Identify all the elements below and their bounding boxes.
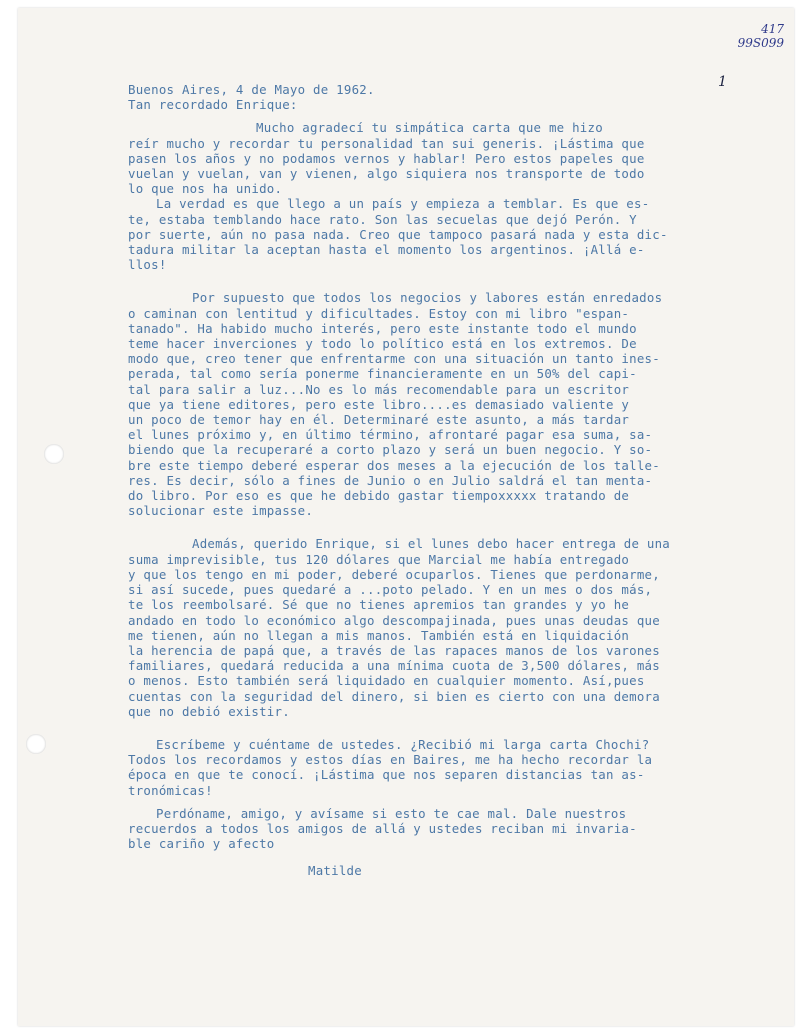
paragraph-line: te los reembolsaré. Sé que no tienes apremios tan grandes y yo he xyxy=(128,597,630,613)
paragraph-line: recuerdos a todos los amigos de allá y ustedes reciban mi invaria- xyxy=(128,820,637,836)
archive-code xyxy=(738,22,784,50)
paragraph-line: cuentas con la seguridad del dinero, si bien es cierto con una demora xyxy=(128,688,660,704)
paragraph-line: biendo que la recuperaré a corto plazo y será un buen negocio. Y so- xyxy=(128,442,653,458)
paragraph-line: suma imprevisible, tus 120 dólares que Marcial me había entregado xyxy=(128,551,630,567)
paragraph-line: que no debió existir. xyxy=(128,703,290,719)
archive-code-line2: 99S099 xyxy=(737,36,784,50)
paragraph-line: do libro. Por eso es que he debido gastar tiempoxxxxx tratando de xyxy=(128,488,630,504)
paragraph-line: o menos. Esto también será liquidado en cualquier momento. Así,pues xyxy=(128,673,645,689)
punch-hole-upper xyxy=(44,444,64,464)
paragraph-line: teme hacer inverciones y todo lo político está en los extremos. De xyxy=(128,336,637,352)
paragraph-line: Mucho agradecí tu simpática carta que me hizo xyxy=(256,120,603,136)
paragraph-line: si así sucede, pues quedaré a ...poto pelado. Y en un mes o dos más, xyxy=(128,582,653,598)
paragraph-line: lo que nos ha unido. xyxy=(128,181,283,197)
paragraph-line: pasen los años y no podamos vernos y hablar! Pero estos papeles que xyxy=(128,150,645,166)
paragraph-line: que ya tiene editores, pero este libro....es demasiado valiente y xyxy=(128,396,630,412)
paragraph-line: Escríbeme y cuéntame de ustedes. ¿Recibió mi larga carta Chochi? xyxy=(156,736,650,752)
archive-code-line1: 417 xyxy=(761,22,784,36)
paragraph-line: época en que te conocí. ¡Lástima que nos separen distancias tan as- xyxy=(128,767,645,783)
letter-page xyxy=(18,8,794,1026)
paragraph-4 xyxy=(128,536,768,718)
paragraph-5 xyxy=(128,737,768,798)
paragraph-line: te, estaba temblando hace rato. Son las secuelas que dejó Perón. Y xyxy=(128,211,637,227)
paragraph-line: res. Es decir, sólo a fines de Junio o en Julio saldrá el tan menta- xyxy=(128,472,653,488)
paragraph-line: y que los tengo en mi poder, deberé ocuparlos. Tienes que perdonarme, xyxy=(128,566,660,582)
paragraph-line: Perdóname, amigo, y avísame si esto te cae mal. Dale nuestros xyxy=(156,805,627,821)
paragraph-line: tanado". Ha habido mucho interés, pero este instante todo el mundo xyxy=(128,320,637,336)
paragraph-line: perada, tal como sería ponerme financieramente en un 50% del capi- xyxy=(128,366,637,382)
paragraph-line: me tienen, aún no llegan a mis manos. También está en liquidación xyxy=(128,627,630,643)
paragraph-line: andado en todo lo económico algo descompajinada, pues unas deudas que xyxy=(128,612,660,628)
paragraph-line: vuelan y vuelan, van y vienen, algo siquiera nos transporte de todo xyxy=(128,166,645,182)
signature: Matilde xyxy=(308,863,362,879)
paragraph-line: por suerte, aún no pasa nada. Creo que tampoco pasará nada y esta dic- xyxy=(128,226,668,242)
paragraph-line: tal para salir a luz...No es lo más recomendable para un escritor xyxy=(128,381,630,397)
paragraph-6 xyxy=(128,806,768,852)
paragraph-line: modo que, creo tener que enfrentarme con una situación un tanto ines- xyxy=(128,351,660,367)
paragraph-line: el lunes próximo y, en último término, afrontaré pagar esa suma, sa- xyxy=(128,427,653,443)
paragraph-line: familiares, quedará reducida a una mínima cuota de 3,500 dólares, más xyxy=(128,658,660,674)
paragraph-line: Por supuesto que todos los negocios y labores están enredados xyxy=(192,290,663,306)
paragraph-1 xyxy=(128,120,768,196)
paragraph-line: La verdad es que llego a un país y empieza a temblar. Es que es- xyxy=(156,196,650,212)
paragraph-line: la herencia de papá que, a través de las rapaces manos de los varones xyxy=(128,642,660,658)
punch-hole-lower xyxy=(26,734,46,754)
paragraph-3 xyxy=(128,290,768,518)
salutation: Tan recordado Enrique: xyxy=(128,97,298,113)
paragraph-line: tadura militar la aceptan hasta el momento los argentinos. ¡Allá e- xyxy=(128,242,645,258)
place-date: Buenos Aires, 4 de Mayo de 1962. xyxy=(128,82,375,97)
paragraph-line: bre este tiempo deberé esperar dos meses a la ejecución de los talle- xyxy=(128,457,660,473)
paragraph-line: ble cariño y afecto xyxy=(128,836,275,852)
page-number: 1 xyxy=(718,74,727,90)
paragraph-line: Todos los recordamos y estos días en Baires, me ha hecho recordar la xyxy=(128,752,653,768)
paragraph-line: o caminan con lentitud y dificultades. Estoy con mi libro "espan- xyxy=(128,305,630,321)
paragraph-2 xyxy=(128,196,768,272)
paragraph-line: Además, querido Enrique, si el lunes debo hacer entrega de una xyxy=(192,536,671,552)
paragraph-line: tronómicas! xyxy=(128,782,213,798)
letter-body xyxy=(128,82,768,879)
paragraph-line: llos! xyxy=(128,257,167,273)
paragraph-line: un poco de temor hay en él. Determinaré este asunto, a más tardar xyxy=(128,412,630,428)
paragraph-line: solucionar este impasse. xyxy=(128,503,314,519)
paragraph-line: reír mucho y recordar tu personalidad tan sui generis. ¡Lástima que xyxy=(128,135,645,151)
